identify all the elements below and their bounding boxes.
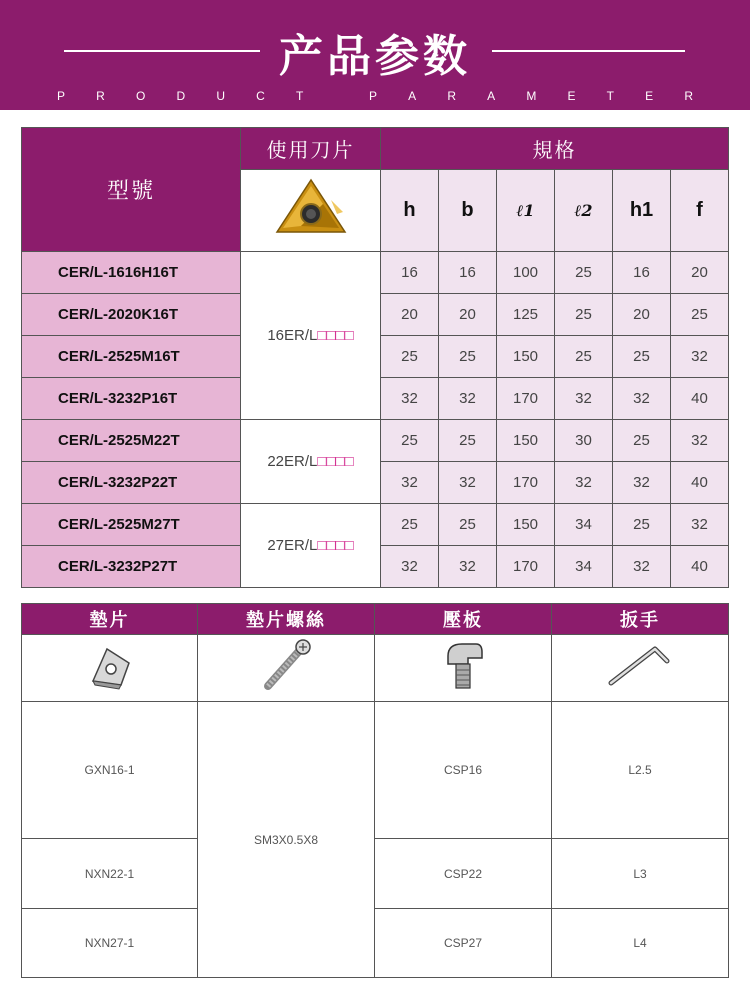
table-row xyxy=(22,504,729,546)
dim-l1: ℓ1 xyxy=(497,170,555,252)
value-cell: 32 xyxy=(555,462,613,504)
value-cell: 150 xyxy=(497,504,555,546)
value-cell: 150 xyxy=(497,336,555,378)
value-cell: 30 xyxy=(555,420,613,462)
value-cell: 16 xyxy=(439,252,497,294)
subtitle-letter: O xyxy=(136,89,146,103)
value-cell: 25 xyxy=(439,420,497,462)
subtitle-letter: A xyxy=(408,89,417,103)
blade-suffix: □□□□ xyxy=(317,327,354,344)
model-cell: CER/L-2525M16T xyxy=(22,336,241,378)
model-cell: CER/L-3232P16T xyxy=(22,378,241,420)
value-cell: 32 xyxy=(613,546,671,588)
subtitle-letter: U xyxy=(216,89,225,103)
value-cell: 150 xyxy=(497,420,555,462)
value-cell: 170 xyxy=(497,378,555,420)
value-cell: 32 xyxy=(671,336,729,378)
dim-b: b xyxy=(439,170,497,252)
wrench-image-cell xyxy=(552,635,729,702)
value-cell: 25 xyxy=(613,336,671,378)
value-cell: 125 xyxy=(497,294,555,336)
subtitle-letter: E xyxy=(645,89,654,103)
subtitle-letter xyxy=(334,89,337,103)
insert-image-cell xyxy=(241,170,381,252)
subtitle-letter: T xyxy=(606,89,614,103)
value-cell: 32 xyxy=(381,462,439,504)
value-cell: 20 xyxy=(613,294,671,336)
wrench-value: L2.5 xyxy=(552,702,729,839)
page-title: 产品参数 xyxy=(279,31,471,82)
value-cell: 32 xyxy=(381,378,439,420)
accessory-table xyxy=(21,603,729,978)
subtitle-letter: R xyxy=(684,89,693,103)
blade-suffix: □□□□ xyxy=(317,453,354,470)
subtitle-letter: M xyxy=(526,89,537,103)
model-cell: CER/L-2020K16T xyxy=(22,294,241,336)
value-cell: 170 xyxy=(497,546,555,588)
value-cell: 25 xyxy=(613,420,671,462)
subtitle-letter: C xyxy=(256,89,265,103)
shim-screw-header: 墊片螺絲 xyxy=(198,604,375,635)
page-subtitle xyxy=(57,89,693,103)
value-cell: 25 xyxy=(555,294,613,336)
subtitle-letter: R xyxy=(447,89,456,103)
shim-header: 墊片 xyxy=(22,604,198,635)
value-cell: 32 xyxy=(613,462,671,504)
value-cell: 32 xyxy=(381,546,439,588)
dim-f: f xyxy=(671,170,729,252)
value-cell: 32 xyxy=(439,378,497,420)
value-cell: 20 xyxy=(381,294,439,336)
value-cell: 32 xyxy=(671,420,729,462)
dim-h1: h1 xyxy=(613,170,671,252)
blade-prefix: 27ER/L xyxy=(267,537,318,554)
subtitle-letter: T xyxy=(295,89,304,103)
spec-table xyxy=(21,127,729,588)
value-cell: 40 xyxy=(671,462,729,504)
shim-image-cell xyxy=(22,635,198,702)
clamp-value: CSP22 xyxy=(375,839,552,909)
model-header: 型號 xyxy=(22,128,241,252)
subtitle-letter: A xyxy=(487,89,496,103)
wrench-value: L3 xyxy=(552,839,729,909)
blade-cell xyxy=(241,420,381,504)
blade-cell xyxy=(241,252,381,420)
value-cell: 32 xyxy=(613,378,671,420)
value-cell: 25 xyxy=(381,504,439,546)
value-cell: 170 xyxy=(497,462,555,504)
subtitle-letter: D xyxy=(176,89,186,103)
screw-image-cell xyxy=(198,635,375,702)
model-cell: CER/L-2525M27T xyxy=(22,504,241,546)
threading-insert-icon xyxy=(271,176,351,240)
spec-header: 規格 xyxy=(381,128,729,170)
value-cell: 25 xyxy=(439,504,497,546)
value-cell: 25 xyxy=(381,420,439,462)
wrench-header: 扳手 xyxy=(552,604,729,635)
value-cell: 25 xyxy=(555,252,613,294)
subtitle-letter: E xyxy=(567,89,576,103)
model-cell: CER/L-1616H16T xyxy=(22,252,241,294)
value-cell: 16 xyxy=(613,252,671,294)
value-cell: 25 xyxy=(671,294,729,336)
screw-value: SM3X0.5X8 xyxy=(198,702,375,978)
clamp-icon xyxy=(438,638,488,694)
value-cell: 40 xyxy=(671,546,729,588)
value-cell: 32 xyxy=(439,546,497,588)
value-cell: 16 xyxy=(381,252,439,294)
value-cell: 25 xyxy=(555,336,613,378)
clamp-value: CSP16 xyxy=(375,702,552,839)
value-cell: 20 xyxy=(439,294,497,336)
shim-value: NXN27-1 xyxy=(22,909,198,978)
shim-value: NXN22-1 xyxy=(22,839,198,909)
value-cell: 100 xyxy=(497,252,555,294)
model-cell: CER/L-3232P27T xyxy=(22,546,241,588)
clamp-image-cell xyxy=(375,635,552,702)
subtitle-letter: R xyxy=(96,89,105,103)
hex-key-icon xyxy=(605,641,675,691)
clamp-value: CSP27 xyxy=(375,909,552,978)
dim-l2: ℓ2 xyxy=(555,170,613,252)
model-cell: CER/L-2525M22T xyxy=(22,420,241,462)
value-cell: 20 xyxy=(671,252,729,294)
subtitle-letter: P xyxy=(368,89,377,103)
value-cell: 25 xyxy=(439,336,497,378)
shim-value: GXN16-1 xyxy=(22,702,198,839)
header-banner xyxy=(0,0,750,110)
value-cell: 32 xyxy=(439,462,497,504)
blade-prefix: 22ER/L xyxy=(267,453,318,470)
clamp-header: 壓板 xyxy=(375,604,552,635)
blade-header: 使用刀片 xyxy=(241,128,381,170)
value-cell: 25 xyxy=(381,336,439,378)
dim-h: h xyxy=(381,170,439,252)
value-cell: 25 xyxy=(613,504,671,546)
subtitle-letter: P xyxy=(57,89,66,103)
value-cell: 34 xyxy=(555,546,613,588)
blade-prefix: 16ER/L xyxy=(267,327,318,344)
table-row xyxy=(22,252,729,294)
value-cell: 32 xyxy=(671,504,729,546)
value-cell: 34 xyxy=(555,504,613,546)
blade-suffix: □□□□ xyxy=(317,537,354,554)
blade-cell xyxy=(241,504,381,588)
shim-icon xyxy=(85,641,135,691)
value-cell: 40 xyxy=(671,378,729,420)
model-cell: CER/L-3232P22T xyxy=(22,462,241,504)
screw-icon xyxy=(256,636,316,696)
value-cell: 32 xyxy=(555,378,613,420)
table-row xyxy=(22,420,729,462)
wrench-value: L4 xyxy=(552,909,729,978)
